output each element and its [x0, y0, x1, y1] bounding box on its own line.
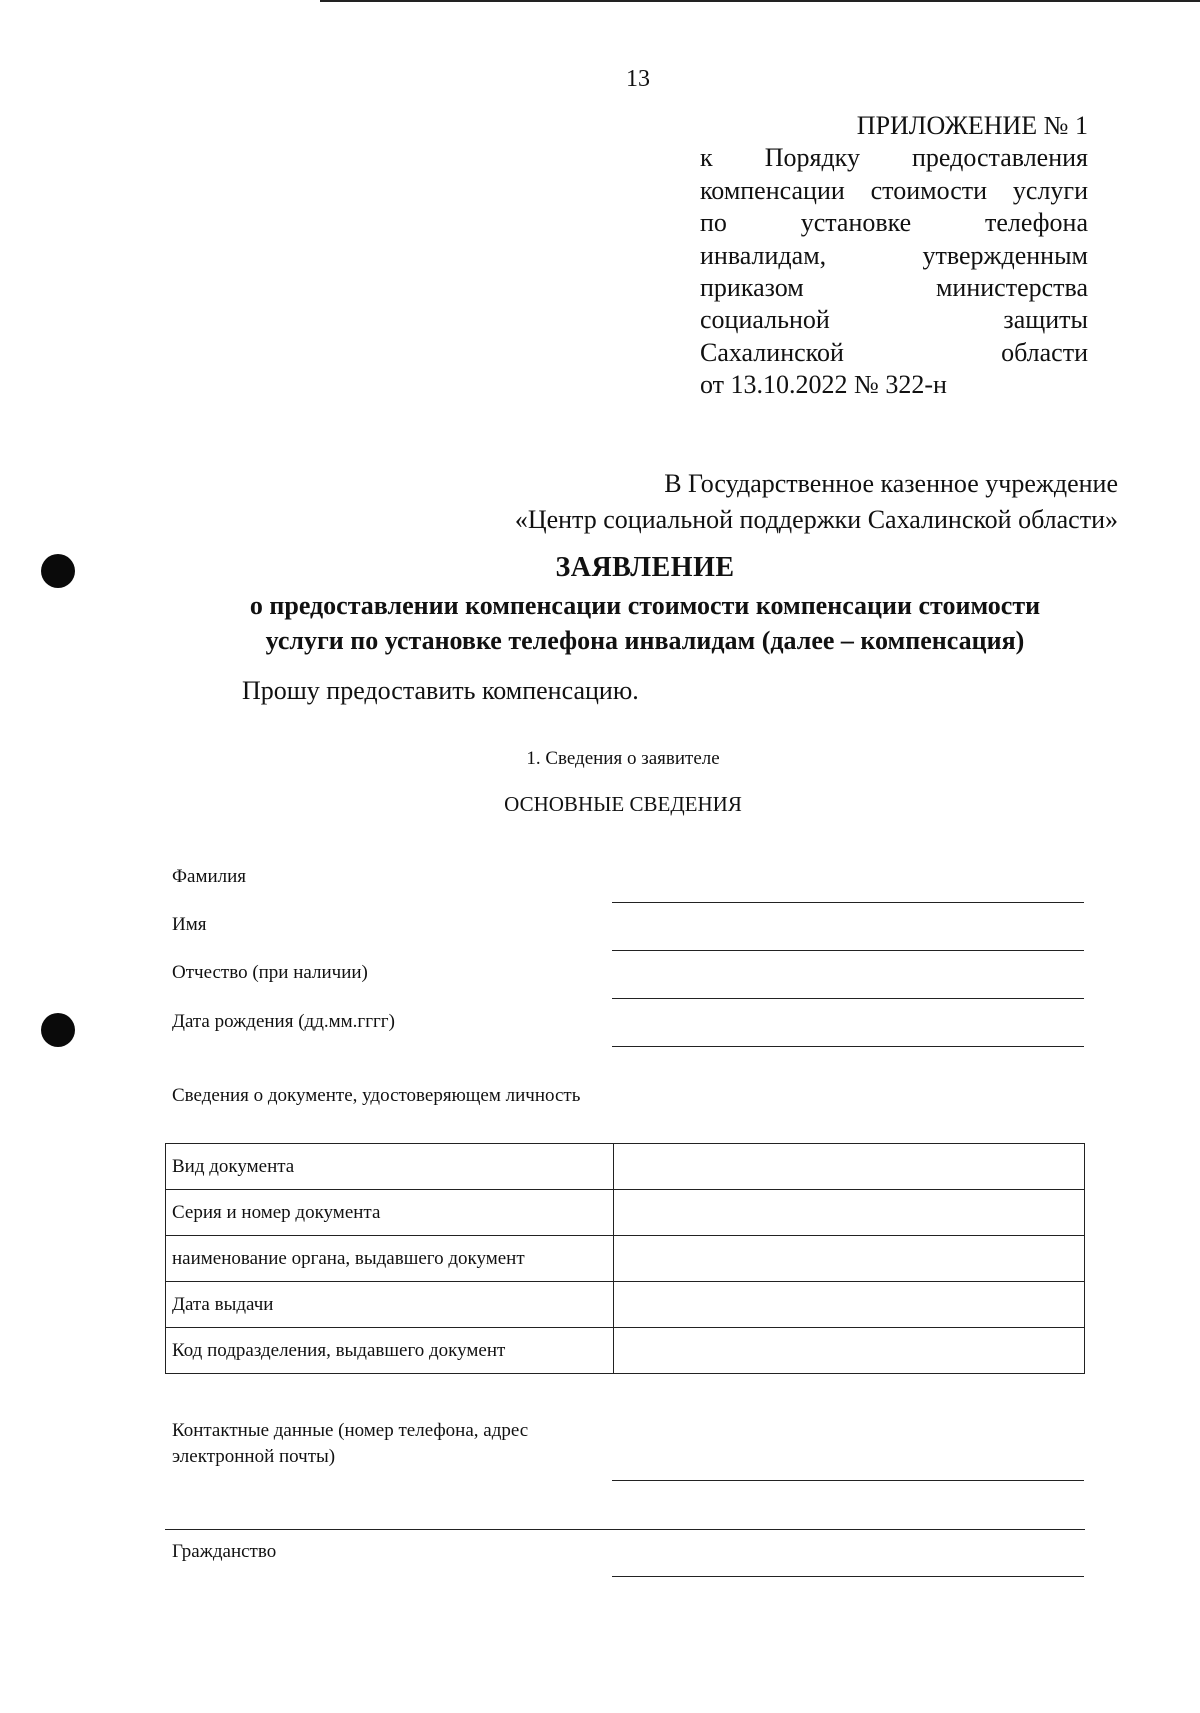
patronymic-label: Отчество (при наличии) [172, 962, 368, 983]
statement-subtitle-line-1: о предоставлении компенсации стоимости компенсации стоимости [249, 591, 1041, 620]
appendix-line: компенсации стоимости услуги [700, 175, 1088, 205]
appendix-line: социальной защиты [700, 305, 1088, 335]
appendix-line: Сахалинской области [700, 337, 1088, 367]
addressee-line-2: «Центр социальной поддержки Сахалинской области» [514, 505, 1118, 534]
section-subheading: ОСНОВНЫЕ СВЕДЕНИЯ [504, 792, 742, 816]
table-cell-value[interactable] [614, 1328, 1085, 1374]
table-row [166, 1236, 1085, 1282]
table-cell-value[interactable] [614, 1144, 1085, 1190]
top-edge-rule [320, 0, 1200, 2]
table-cell-value[interactable] [614, 1190, 1085, 1236]
patronymic-field[interactable] [612, 998, 1084, 999]
contact-field[interactable] [612, 1480, 1084, 1481]
table-cell-label: Дата выдачи [166, 1282, 614, 1328]
identity-doc-intro: Сведения о документе, удостоверяющем личность [172, 1085, 581, 1106]
statement-subtitle-line-2: услуги по установке телефона инвалидам (далее – компенсация) [265, 626, 1025, 655]
page-number: 13 [626, 66, 650, 92]
name-field[interactable] [612, 950, 1084, 951]
citizenship-field[interactable] [612, 1576, 1084, 1577]
addressee-block [358, 466, 1118, 538]
table-row [166, 1328, 1085, 1374]
appendix-line: по установке телефона [700, 208, 1088, 238]
birth-date-label: Дата рождения (дд.мм.гггг) [172, 1011, 395, 1032]
name-label: Имя [172, 914, 207, 935]
full-width-rule [165, 1529, 1085, 1530]
addressee-line-1: В Государственное казенное учреждение [664, 469, 1118, 498]
table-row [166, 1190, 1085, 1236]
identity-doc-table [165, 1143, 1085, 1374]
appendix-line: инвалидам, утвержденным [700, 240, 1088, 270]
table-cell-label: Вид документа [166, 1144, 614, 1190]
birth-date-field[interactable] [612, 1046, 1084, 1047]
appendix-line: приказом министерства [700, 273, 1088, 303]
table-cell-label: Код подразделения, выдавшего документ [166, 1328, 614, 1374]
citizenship-label: Гражданство [172, 1541, 277, 1562]
surname-label: Фамилия [172, 866, 247, 887]
table-row [166, 1144, 1085, 1190]
contact-label: Контактные данные (номер телефона, адрес электронной почты) [172, 1420, 529, 1467]
punch-hole-bottom [41, 1013, 75, 1047]
statement-title: ЗАЯВЛЕНИЕ [555, 552, 735, 583]
statement-subtitle [100, 588, 1190, 658]
appendix-order-date: от 13.10.2022 № 322-н [700, 370, 947, 400]
request-text: Прошу предоставить компенсацию. [242, 676, 639, 705]
table-cell-value[interactable] [614, 1282, 1085, 1328]
appendix-line: к Порядку предоставления [700, 143, 1088, 173]
table-row [166, 1282, 1085, 1328]
appendix-title: ПРИЛОЖЕНИЕ № 1 [856, 111, 1088, 140]
section-heading: 1. Сведения о заявителе [526, 748, 720, 769]
table-cell-label: Серия и номер документа [166, 1190, 614, 1236]
table-cell-label: наименование органа, выдавшего документ [166, 1236, 614, 1282]
surname-field[interactable] [612, 902, 1084, 903]
appendix-block [700, 110, 1088, 402]
table-cell-value[interactable] [614, 1236, 1085, 1282]
